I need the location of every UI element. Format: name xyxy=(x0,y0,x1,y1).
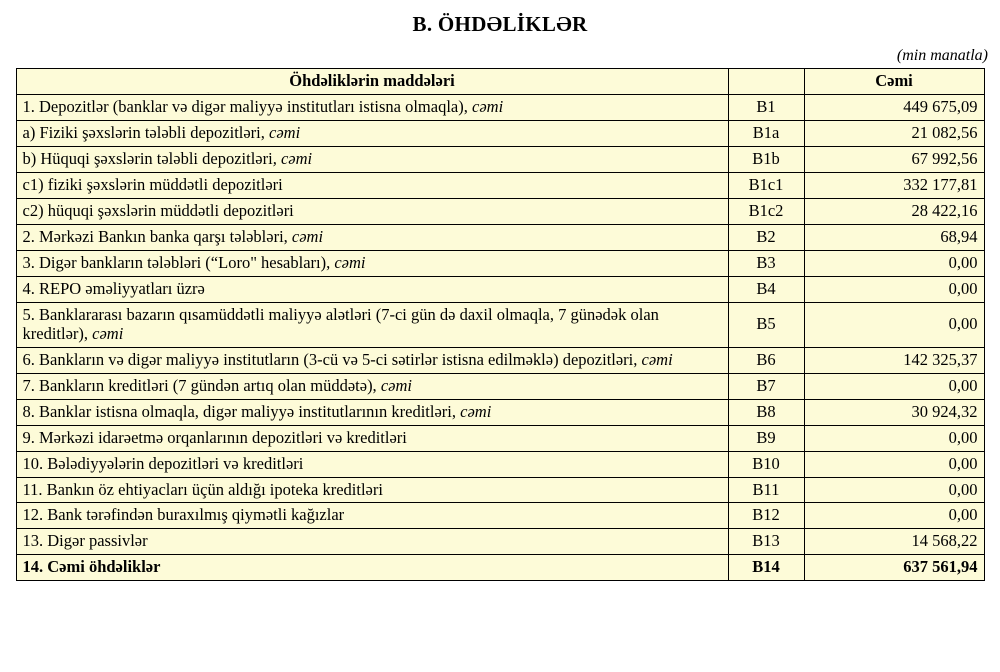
row-code: B14 xyxy=(728,555,804,581)
row-item-emphasis: cəmi xyxy=(472,96,504,116)
row-code: B1c1 xyxy=(728,172,804,198)
column-header-total: Cəmi xyxy=(804,69,984,95)
page-title: B. ÖHDƏLİKLƏR xyxy=(412,12,588,36)
row-total-value: 0,00 xyxy=(804,373,984,399)
row-total-value: 67 992,56 xyxy=(804,146,984,172)
table-row xyxy=(16,477,984,503)
row-item-emphasis: cəmi xyxy=(460,401,492,421)
row-code: B10 xyxy=(728,451,804,477)
row-total-value: 0,00 xyxy=(804,451,984,477)
table-row xyxy=(16,198,984,224)
row-item-text: 8. Banklar istisna olmaqla, digər maliyyə institutlarının kreditləri, xyxy=(22,401,461,421)
row-total-value: 0,00 xyxy=(804,250,984,276)
row-total-value: 0,00 xyxy=(804,503,984,529)
table-body xyxy=(16,94,984,580)
row-item-label xyxy=(16,172,728,198)
row-code: B1b xyxy=(728,146,804,172)
row-item-label xyxy=(16,451,728,477)
row-item-label xyxy=(16,477,728,503)
row-code: B1a xyxy=(728,120,804,146)
row-total-value: 28 422,16 xyxy=(804,198,984,224)
table-row xyxy=(16,224,984,250)
row-total-value: 449 675,09 xyxy=(804,94,984,120)
row-item-label xyxy=(16,120,728,146)
table-row xyxy=(16,529,984,555)
row-total-value: 30 924,32 xyxy=(804,399,984,425)
row-code: B13 xyxy=(728,529,804,555)
row-item-emphasis: cəmi xyxy=(334,252,366,272)
row-item-label xyxy=(16,94,728,120)
table-header-row xyxy=(16,69,984,95)
row-code: B1 xyxy=(728,94,804,120)
row-item-emphasis: cəmi xyxy=(291,226,324,246)
row-item-label xyxy=(16,555,728,581)
table-row xyxy=(16,146,984,172)
row-item-text: 11. Bankın öz ehtiyacları üçün aldığı ipoteka kreditləri xyxy=(22,479,383,499)
row-total-value: 332 177,81 xyxy=(804,172,984,198)
table-row xyxy=(16,555,984,581)
row-code: B12 xyxy=(728,503,804,529)
row-item-emphasis: cəmi xyxy=(269,122,301,142)
row-code: B11 xyxy=(728,477,804,503)
row-item-text: 12. Bank tərəfindən buraxılmış qiymətli kağızlar xyxy=(22,505,345,525)
table-row xyxy=(16,503,984,529)
row-item-text: a) Fiziki şəxslərin tələbli depozitləri, xyxy=(22,122,270,142)
table-row xyxy=(16,94,984,120)
row-item-text: b) Hüquqi şəxslərin tələbli depozitləri xyxy=(22,148,273,168)
column-header-code xyxy=(728,69,804,95)
units-note: (min manatla) xyxy=(896,47,988,64)
row-total-value: 0,00 xyxy=(804,477,984,503)
row-item-text: 10. Bələdiyyələrin depozitləri və kreditləri xyxy=(22,453,304,473)
row-item-text: 2. Mərkəzi Bankın banka qarşı tələbləri, xyxy=(22,226,292,246)
row-item-text: 9. Mərkəzi idarəetmə orqanlarının depozitləri və kreditləri xyxy=(22,427,407,447)
table-row xyxy=(16,399,984,425)
table-row xyxy=(16,425,984,451)
row-item-text: c1) fiziki şəxslərin müddətli depozitləri xyxy=(22,174,283,194)
row-code: B6 xyxy=(728,347,804,373)
row-total-value: 0,00 xyxy=(804,425,984,451)
table-row xyxy=(16,276,984,302)
table-row xyxy=(16,451,984,477)
row-item-text: c2) hüquqi şəxslərin müddətli depozitləri xyxy=(22,200,294,220)
row-code: B2 xyxy=(728,224,804,250)
row-item-text: 1. Depozitlər (banklar və digər maliyyə institutları istisna olmaqla), xyxy=(22,96,472,116)
row-item-label xyxy=(16,373,728,399)
row-code: B7 xyxy=(728,373,804,399)
row-item-label xyxy=(16,399,728,425)
row-total-value: 68,94 xyxy=(804,224,984,250)
table-row xyxy=(16,302,984,347)
table-row xyxy=(16,172,984,198)
row-item-label xyxy=(16,198,728,224)
table-row xyxy=(16,250,984,276)
row-total-value: 21 082,56 xyxy=(804,120,984,146)
row-item-label xyxy=(16,302,728,347)
row-item-label xyxy=(16,529,728,555)
row-code: B5 xyxy=(728,302,804,347)
row-code: B9 xyxy=(728,425,804,451)
row-item-label xyxy=(16,276,728,302)
row-item-label xyxy=(16,224,728,250)
row-item-text: 4. REPO əməliyyatları üzrə xyxy=(22,278,205,298)
row-item-text: 3. Digər bankların tələbləri (“Loro" hesabları), xyxy=(22,252,335,272)
table-row xyxy=(16,347,984,373)
row-total-value: 142 325,37 xyxy=(804,347,984,373)
row-item-emphasis: cəmi xyxy=(380,375,412,395)
row-code: B4 xyxy=(728,276,804,302)
row-item-text: 14. Cəmi öhdəliklər xyxy=(22,557,161,577)
row-item-label xyxy=(16,347,728,373)
row-total-value: 0,00 xyxy=(804,276,984,302)
row-code: B3 xyxy=(728,250,804,276)
row-total-value: 14 568,22 xyxy=(804,529,984,555)
row-item-emphasis: cəmi xyxy=(92,323,124,343)
row-item-label xyxy=(16,146,728,172)
row-item-text: 5. Banklararası bazarın qısamüddətli maliyyə alətləri (7-ci gün də daxil olmaqla, 7 günədək olan kreditlər), xyxy=(22,304,659,343)
row-code: B1c2 xyxy=(728,198,804,224)
row-item-label xyxy=(16,250,728,276)
liabilities-table xyxy=(16,68,985,581)
row-item-label xyxy=(16,503,728,529)
column-header-item: Öhdəliklərin maddələri xyxy=(16,69,728,95)
row-item-label xyxy=(16,425,728,451)
table-row xyxy=(16,373,984,399)
row-item-text: 13. Digər passivlər xyxy=(22,531,148,551)
row-code: B8 xyxy=(728,399,804,425)
row-total-value: 0,00 xyxy=(804,302,984,347)
row-item-emphasis: cəmi xyxy=(641,349,673,369)
table-row xyxy=(16,120,984,146)
row-item-text: 7. Bankların kreditləri (7 gündən artıq olan müddətə), xyxy=(22,375,381,395)
row-total-value: 637 561,94 xyxy=(804,555,984,581)
row-item-emphasis: , cəmi xyxy=(272,148,313,168)
row-item-text: 6. Bankların və digər maliyyə institutların (3-cü və 5-ci sətirlər istisna edilməklə) depozitləri, xyxy=(22,349,642,369)
